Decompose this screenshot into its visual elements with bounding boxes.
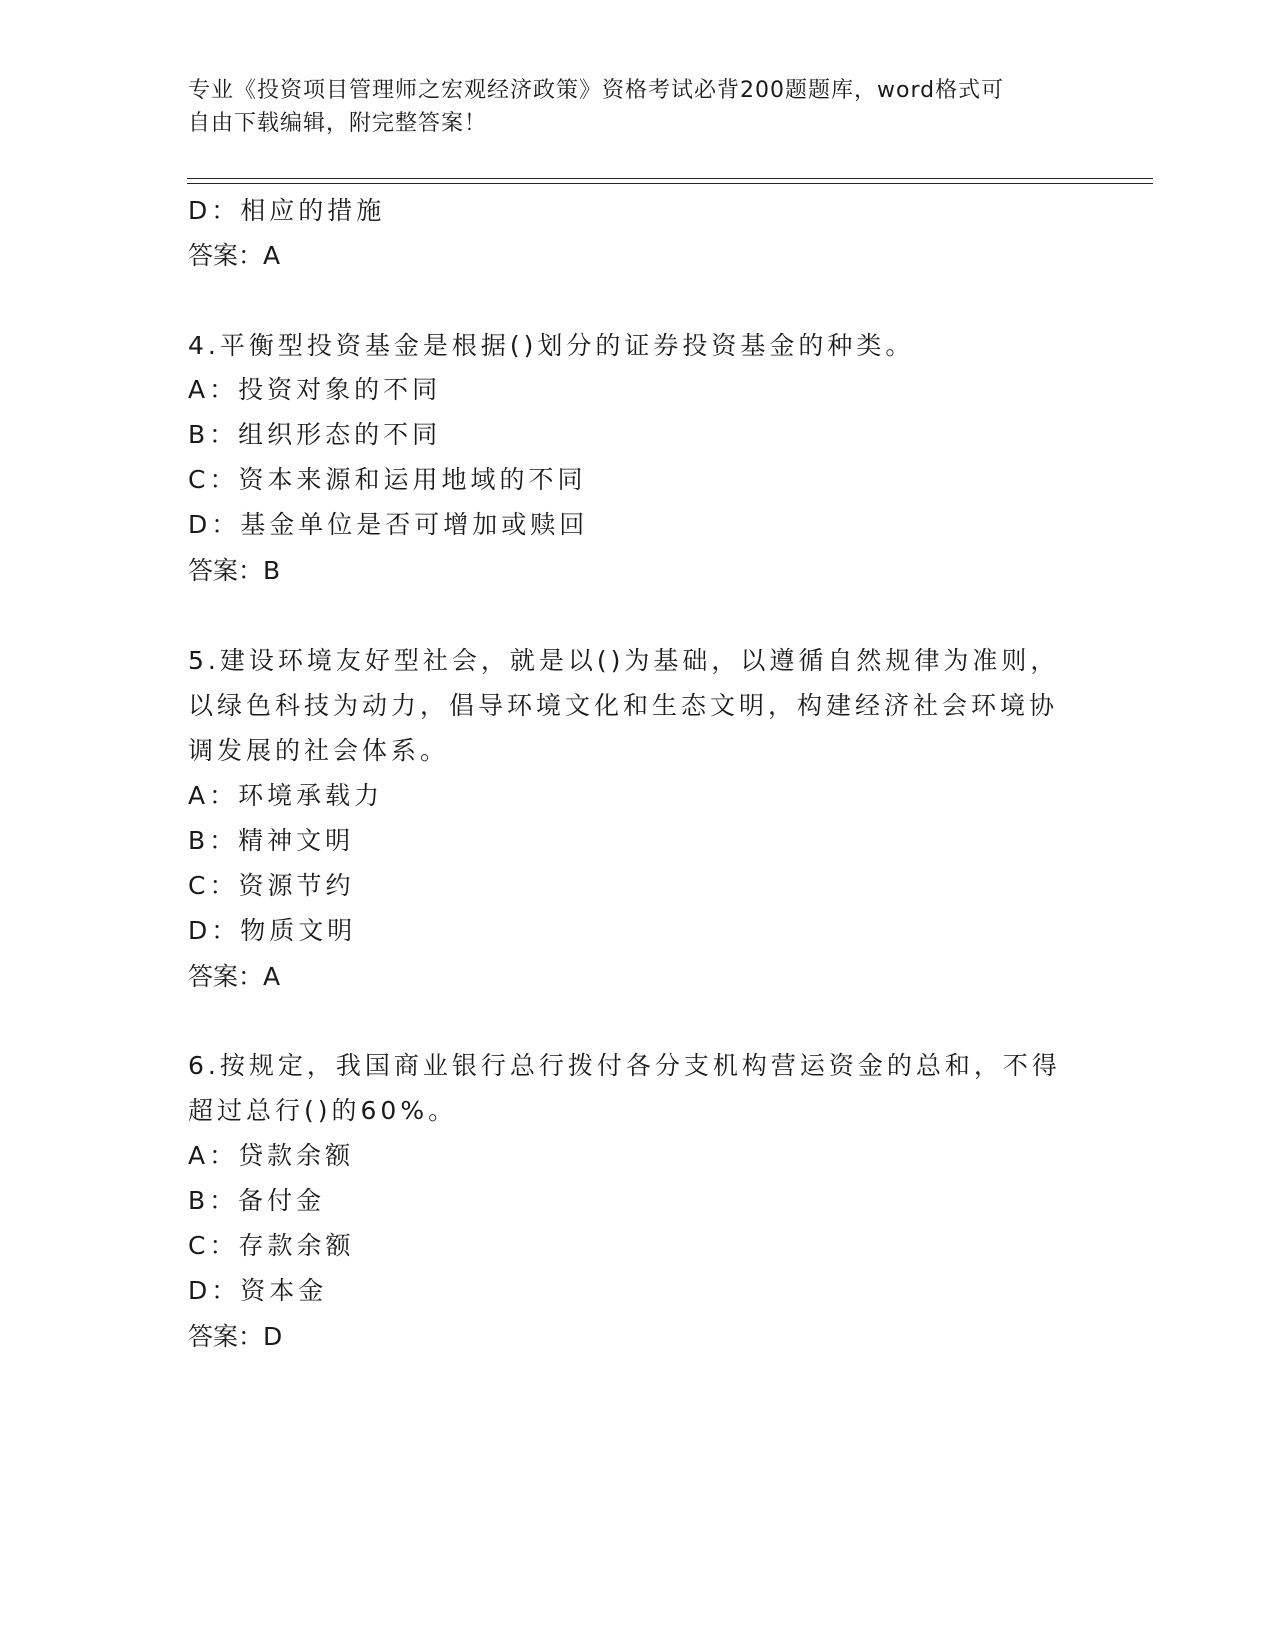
q4-option-d: D：基金单位是否可增加或赎回 [188,510,589,539]
q4-question: 4.平衡型投资基金是根据()划分的证券投资基金的种类。 [188,331,915,360]
q5-option-d: D：物质文明 [188,916,357,945]
q6-question-line-1: 6.按规定，我国商业银行总行拨付各分支机构营运资金的总和，不得 [188,1051,1061,1080]
q5-answer: 答案：A [188,962,281,991]
q5-option-c: C：资源节约 [188,871,355,900]
header-title-line-1: 专业《投资项目管理师之宏观经济政策》资格考试必背200题题库，word格式可 [188,78,1005,103]
q4-answer: 答案：B [188,556,281,585]
q5-question-line-2: 以绿色科技为动力，倡导环境文化和生态文明，构建经济社会环境协 [188,691,1059,720]
q3-answer: 答案：A [188,241,281,270]
q6-option-d: D：资本金 [188,1276,328,1305]
q5-option-a: A：环境承载力 [188,781,384,810]
q6-option-a: A：贷款余额 [188,1141,355,1170]
q4-option-a: A：投资对象的不同 [188,375,442,404]
q6-option-c: C：存款余额 [188,1231,355,1260]
q5-question-line-1: 5.建设环境友好型社会，就是以()为基础，以遵循自然规律为准则， [188,646,1060,675]
header-title-line-2: 自由下载编辑，附完整答案！ [188,111,488,136]
q4-option-b: B：组织形态的不同 [188,420,442,449]
q4-option-c: C：资本来源和运用地域的不同 [188,465,587,494]
q6-option-b: B：备付金 [188,1186,326,1215]
q5-option-b: B：精神文明 [188,826,355,855]
header-divider-bottom [187,183,1153,184]
q6-answer: 答案：D [188,1322,283,1351]
q5-question-line-3: 调发展的社会体系。 [188,736,450,765]
q6-question-line-2: 超过总行()的60%。 [188,1096,458,1125]
header-divider-top [187,178,1153,179]
q3-option-d: D：相应的措施 [188,196,386,225]
document-header [188,74,1068,140]
